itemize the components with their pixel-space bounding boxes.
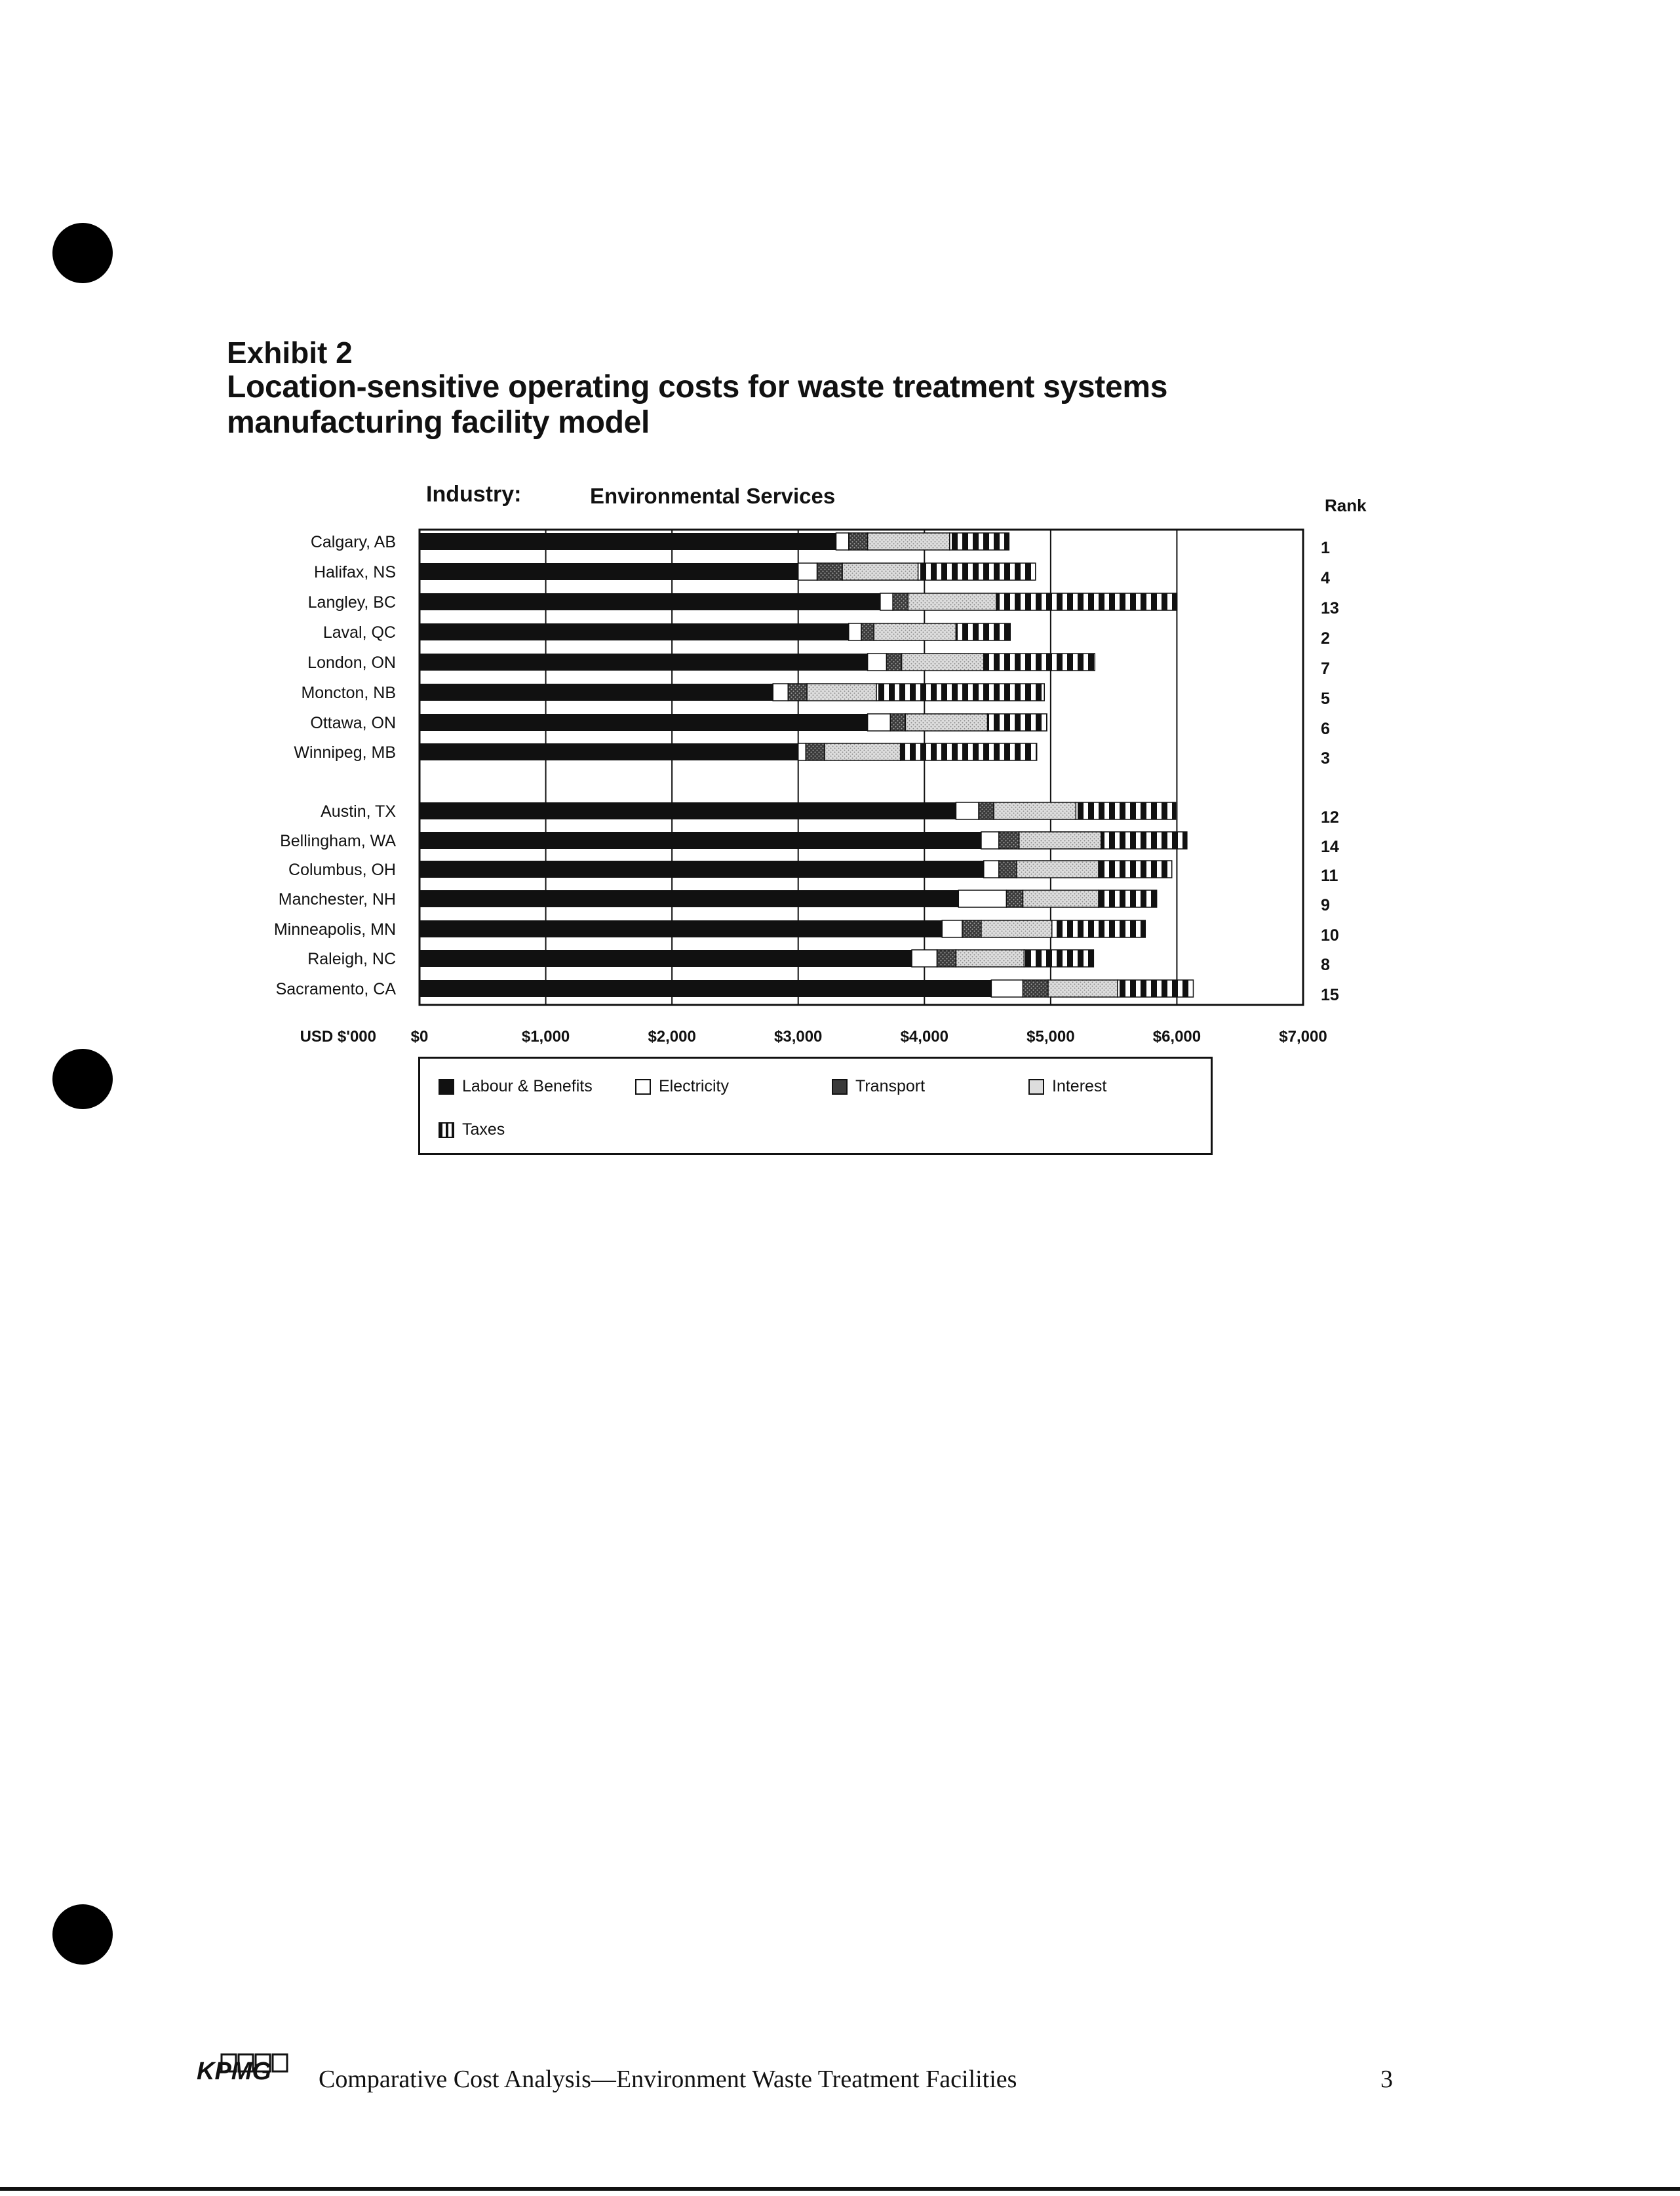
x-axis-unit-label: USD $'000 — [300, 1028, 376, 1046]
legend-swatch-labour — [439, 1079, 454, 1095]
legend-item-taxes — [439, 1120, 505, 1139]
bar-segment — [1023, 980, 1048, 997]
category-label: Halifax, NS — [313, 563, 396, 581]
category-label: Columbus, OH — [288, 861, 396, 879]
category-label: Raleigh, NC — [307, 950, 396, 968]
bar-segment — [420, 832, 981, 849]
bar-segment — [890, 714, 905, 731]
rank-value: 13 — [1321, 599, 1339, 618]
legend-item-labour — [439, 1077, 593, 1096]
bar-segment — [880, 593, 893, 610]
rank-value: 9 — [1321, 896, 1330, 914]
bar-segment — [901, 743, 1037, 760]
bar-segment — [849, 533, 868, 550]
bar-segment — [937, 950, 956, 967]
rank-value: 2 — [1321, 629, 1330, 648]
bar-segment — [942, 920, 962, 937]
category-label: Sacramento, CA — [275, 980, 396, 998]
rank-value: 8 — [1321, 956, 1330, 974]
legend-label-taxes: Taxes — [462, 1120, 505, 1139]
category-label: Langley, BC — [307, 593, 396, 612]
bar-segment — [420, 861, 984, 878]
legend-swatch-taxes — [439, 1122, 454, 1138]
category-label: Moncton, NB — [301, 684, 396, 702]
bar-segment — [1101, 832, 1187, 849]
bar-segment — [420, 950, 912, 967]
bar-segment — [981, 832, 999, 849]
rank-value: 5 — [1321, 690, 1330, 708]
bar-segment — [876, 684, 1044, 701]
bar-segment — [868, 714, 891, 731]
industry-label: Industry: — [426, 482, 522, 507]
bar-segment — [999, 832, 1019, 849]
bar-segment — [773, 684, 788, 701]
bar-segment — [991, 980, 1023, 997]
x-tick-label: $6,000 — [1152, 1028, 1201, 1046]
bar-segment — [981, 920, 1052, 937]
bar-segment — [887, 654, 902, 671]
bar-segment — [1099, 890, 1157, 907]
footer-text: Comparative Cost Analysis—Environment Waste Treatment Facilities — [319, 2066, 1017, 2093]
legend-swatch-transport — [832, 1079, 848, 1095]
bar-segment — [1006, 890, 1023, 907]
rank-value: 14 — [1321, 838, 1339, 856]
bar-segment — [994, 802, 1076, 819]
bar-segment — [999, 861, 1017, 878]
bar-segment — [420, 684, 773, 701]
legend-label-interest: Interest — [1052, 1077, 1107, 1095]
rank-value: 4 — [1321, 569, 1330, 587]
legend-item-transport — [832, 1077, 925, 1096]
legend-label-transport: Transport — [855, 1077, 926, 1095]
bar-segment — [1024, 950, 1093, 967]
bar-segment — [861, 623, 874, 640]
industry-value: Environmental Services — [590, 484, 836, 508]
bar-segment — [908, 593, 996, 610]
bar-segment — [420, 533, 836, 550]
chart-legend — [418, 1057, 1213, 1155]
bar-segment — [420, 920, 942, 937]
bar-segment — [1023, 890, 1099, 907]
category-label: Bellingham, WA — [280, 832, 396, 850]
rank-value: 1 — [1321, 539, 1330, 557]
rank-value: 6 — [1321, 720, 1330, 738]
bar-segment — [956, 623, 1010, 640]
bar-segment — [1076, 802, 1175, 819]
bar-segment — [912, 950, 937, 967]
page-number: 3 — [1380, 2066, 1393, 2093]
bar-segment — [420, 890, 958, 907]
bar-segment — [868, 654, 887, 671]
bar-segment — [1099, 861, 1172, 878]
category-label: London, ON — [307, 654, 396, 672]
category-label: Minneapolis, MN — [273, 920, 396, 939]
kpmg-logo — [195, 2053, 288, 2082]
category-label: Calgary, AB — [310, 533, 396, 551]
exhibit-title-line-1: Location-sensitive operating costs for waste treatment systems — [227, 370, 1168, 404]
bar-segment — [825, 743, 901, 760]
bar-segment — [420, 623, 849, 640]
bar-segment — [420, 743, 798, 760]
bar-segment — [842, 563, 918, 580]
kpmg-logo-text: KPMG — [197, 2058, 271, 2082]
rank-value: 15 — [1321, 986, 1339, 1004]
bar-segment — [420, 593, 880, 610]
bar-segment — [798, 743, 806, 760]
legend-label-electricity: Electricity — [659, 1077, 729, 1095]
bar-segment — [902, 654, 984, 671]
bar-segment — [1052, 920, 1146, 937]
bar-segment — [817, 563, 843, 580]
bar-segment — [798, 563, 817, 580]
bar-segment — [893, 593, 908, 610]
bar-segment — [979, 802, 994, 819]
x-tick-label: $5,000 — [1026, 1028, 1075, 1046]
category-label: Laval, QC — [322, 623, 396, 642]
bar-segment — [905, 714, 987, 731]
bar-segment — [420, 654, 868, 671]
category-label: Austin, TX — [321, 802, 396, 821]
rank-header: Rank — [1325, 496, 1367, 515]
rank-value: 3 — [1321, 749, 1330, 768]
bar-segment — [849, 623, 861, 640]
x-tick-label: $4,000 — [900, 1028, 948, 1046]
x-tick-label: $3,000 — [774, 1028, 823, 1046]
bar-segment — [420, 980, 991, 997]
rank-value: 12 — [1321, 808, 1339, 827]
bar-segment — [806, 743, 825, 760]
bar-segment — [1118, 980, 1194, 997]
legend-item-interest — [1028, 1077, 1106, 1096]
bar-segment — [984, 861, 999, 878]
bar-segment — [868, 533, 950, 550]
bar-segment — [962, 920, 981, 937]
legend-item-electricity — [635, 1077, 729, 1096]
exhibit-number: Exhibit 2 — [227, 336, 353, 370]
x-tick-label: $0 — [410, 1028, 429, 1046]
bar-segment — [1017, 861, 1099, 878]
rank-value: 7 — [1321, 659, 1330, 678]
bar-segment — [984, 654, 1095, 671]
bar-segment — [918, 563, 1036, 580]
bar-segment — [1048, 980, 1118, 997]
bar-segment — [958, 890, 1006, 907]
x-tick-label: $7,000 — [1279, 1028, 1327, 1046]
bar-segment — [788, 684, 807, 701]
x-tick-label: $2,000 — [648, 1028, 696, 1046]
bar-segment — [874, 623, 956, 640]
legend-label-labour: Labour & Benefits — [462, 1077, 593, 1095]
bar-segment — [950, 533, 1009, 550]
bar-segment — [956, 950, 1024, 967]
category-label: Manchester, NH — [278, 890, 396, 909]
bar-segment — [1019, 832, 1101, 849]
bar-segment — [420, 563, 798, 580]
x-tick-label: $1,000 — [521, 1028, 570, 1046]
bar-segment — [420, 714, 868, 731]
bar-segment — [996, 593, 1177, 610]
rank-value: 10 — [1321, 926, 1339, 945]
exhibit-title-line-2: manufacturing facility model — [227, 405, 650, 440]
bar-segment — [420, 802, 956, 819]
category-label: Ottawa, ON — [310, 714, 396, 732]
category-label: Winnipeg, MB — [294, 743, 396, 762]
bar-segment — [956, 802, 979, 819]
legend-swatch-electricity — [635, 1079, 651, 1095]
bar-segment — [988, 714, 1047, 731]
legend-swatch-interest — [1028, 1079, 1044, 1095]
bar-segment — [836, 533, 848, 550]
rank-value: 11 — [1321, 867, 1338, 885]
bar-segment — [807, 684, 876, 701]
